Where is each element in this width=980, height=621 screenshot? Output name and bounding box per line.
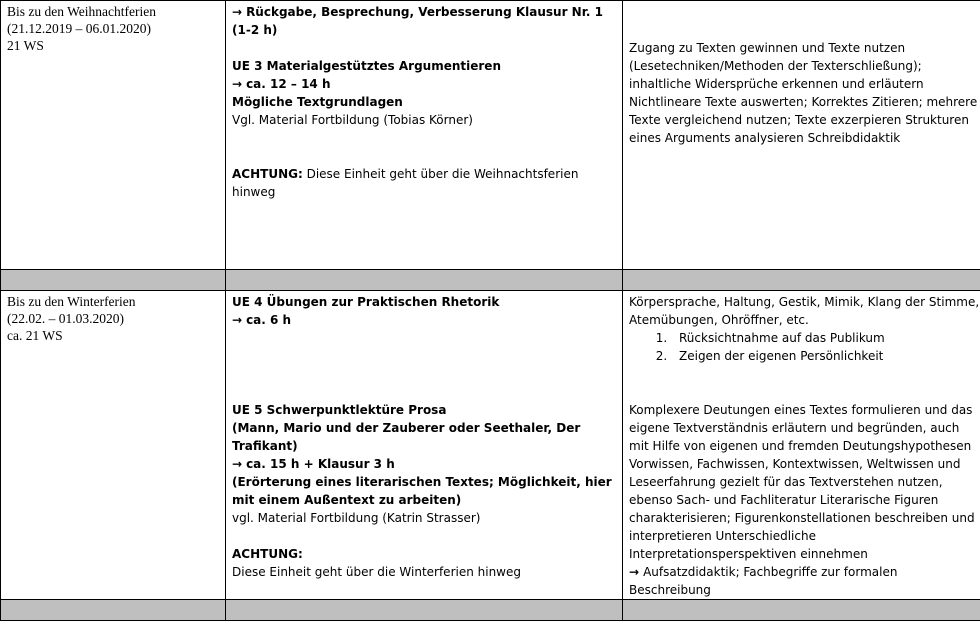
unit-cell (226, 1, 623, 270)
unit5-material: vgl. Material Fortbildung (Katrin Strasser) (232, 509, 622, 527)
period-label: Bis zu den Weihnachtferien (7, 3, 225, 20)
unit5-title: UE 5 Schwerpunktlektüre Prosa (232, 401, 622, 419)
period-dates: (21.12.2019 – 06.01.2020) (7, 20, 225, 37)
unit-duration: → ca. 12 – 14 h (232, 75, 622, 93)
unit-title: UE 3 Materialgestütztes Argumentieren (232, 57, 622, 75)
return-line: → Rückgabe, Besprechung, Verbesserung Klausur Nr. 1 (1-2 h) (232, 3, 622, 39)
separator-cell (1, 600, 226, 621)
competency4-list (629, 329, 980, 365)
competency-text: Zugang zu Texten gewinnen und Texte nutzen (Lesetechniken/Methoden der Texterschließung); inhaltliche Widersprüche erkennen und erläutern Nichtlineare Texte auswerten; Korrektes Zitieren; mehrere Texte vergleichend nutzen; Texte exzerpieren Strukturen eines Arguments analysieren Schreibdidaktik (629, 39, 980, 147)
competency4-intro: Körpersprache, Haltung, Gestik, Mimik, Klang der Stimme, Atemübungen, Ohröffner, etc. (629, 293, 980, 329)
note-text: Diese Einheit geht über die Winterferien hinweg (232, 563, 622, 581)
separator-cell (623, 600, 980, 621)
competency-cell (623, 1, 980, 270)
period-label: Bis zu den Winterferien (7, 293, 225, 310)
competency-cell (623, 291, 980, 600)
separator-cell (226, 600, 623, 621)
period-dates: (22.02. – 01.03.2020) (7, 310, 225, 327)
list-item: 1. Rücksichtnahme auf das Publikum (671, 329, 980, 347)
period-cell (1, 1, 226, 270)
basis-heading: Mögliche Textgrundlagen (232, 93, 622, 111)
table-row (1, 291, 980, 600)
period-cell (1, 291, 226, 600)
unit5-duration: → ca. 15 h + Klausur 3 h (232, 455, 622, 473)
separator-row (1, 270, 980, 291)
note-label: ACHTUNG: (232, 167, 303, 181)
table-row (1, 1, 980, 270)
separator-cell (226, 270, 623, 291)
basis-material: Vgl. Material Fortbildung (Tobias Körner) (232, 111, 622, 129)
separator-row (1, 600, 980, 621)
unit-note (232, 165, 622, 201)
competency5-arrow-line: → Aufsatzdidaktik; Fachbegriffe zur formalen Beschreibung (629, 563, 980, 599)
unit5-task: (Erörterung eines literarischen Textes; Möglichkeit, hier mit einem Außentext zu arbeiten) (232, 473, 622, 509)
unit4-title: UE 4 Übungen zur Praktischen Rhetorik (232, 293, 622, 311)
unit5-subtitle: (Mann, Mario und der Zauberer oder Seethaler, Der Trafikant) (232, 419, 622, 455)
unit-cell (226, 291, 623, 600)
unit4-duration: → ca. 6 h (232, 311, 622, 329)
separator-cell (623, 270, 980, 291)
list-item: 2. Zeigen der eigenen Persönlichkeit (671, 347, 980, 365)
separator-cell (1, 270, 226, 291)
competency5-text: Komplexere Deutungen eines Textes formulieren und das eigene Textverständnis erläutern und begründen, auch mit Hilfe von eigenen und fremden Deutungshypothesen Vorwissen, Fachwissen, Kontextwissen, Weltwissen und Leseerfahrung gezielt für das Textverstehen nutzen, ebenso Sach- und Fachliteratur Literarische Figuren charakterisieren; Figurenkonstellationen beschreiben und interpretieren Unterschiedliche Interpretationsperspektiven einnehmen (629, 401, 980, 563)
period-hours: 21 WS (7, 37, 225, 54)
period-hours: ca. 21 WS (7, 327, 225, 344)
note-label: ACHTUNG: (232, 545, 622, 563)
note-text: Diese Einheit geht über die Weihnachtsferien hinweg (232, 167, 578, 199)
